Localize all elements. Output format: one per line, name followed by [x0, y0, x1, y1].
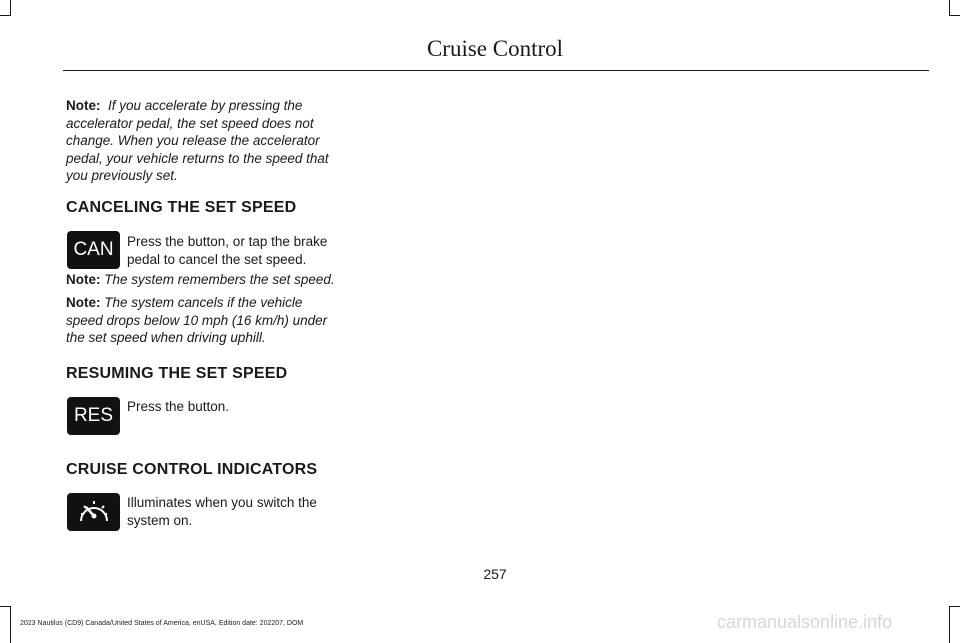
section-heading-canceling: CANCELING THE SET SPEED	[66, 199, 297, 216]
intro-note	[66, 97, 341, 185]
crop-mark-bottom-right-v	[949, 606, 950, 643]
note-text: The system remembers the set speed.	[104, 272, 335, 287]
canceling-note-1	[66, 271, 341, 289]
crop-mark-top-left-v	[10, 0, 11, 16]
res-button-icon	[67, 397, 120, 435]
note-label: Note:	[66, 272, 101, 287]
note-label: Note:	[66, 98, 101, 113]
speedometer-icon	[67, 493, 120, 531]
canceling-description: Press the button, or tap the brake pedal to cancel the set speed.	[127, 234, 328, 267]
section-heading-indicators: CRUISE CONTROL INDICATORS	[66, 461, 318, 478]
note-text: If you accelerate by pressing the accelerator pedal, the set speed does not change. When you release the accelerator pedal, your vehicle returns to the speed that you previously set.	[66, 98, 329, 183]
indicators-description: Illuminates when you switch the system on.	[127, 495, 317, 528]
page-number: 257	[483, 566, 507, 582]
note-label: Note:	[66, 295, 101, 310]
crop-mark-bottom-right-h	[949, 606, 960, 607]
header-divider	[63, 70, 929, 71]
footer-edition: 2023 Nautilus (CD9) Canada/United States of America, enUSA, Edition date: 202207, DOM	[20, 620, 304, 627]
crop-mark-top-right-v	[949, 0, 950, 16]
res-icon-label: RES	[73, 405, 114, 426]
section-heading-resuming: RESUMING THE SET SPEED	[66, 365, 288, 382]
crop-mark-top-right-h	[949, 15, 960, 16]
speedometer-icon-graphic	[75, 497, 113, 527]
resuming-description: Press the button.	[127, 399, 230, 414]
can-icon-label: CAN	[73, 239, 114, 260]
canceling-note-2	[66, 294, 341, 347]
page-title: Cruise Control	[426, 36, 564, 61]
can-button-icon	[67, 231, 120, 269]
crop-mark-bottom-left-v	[10, 606, 11, 643]
crop-mark-top-left-h	[0, 15, 11, 16]
watermark: carmanualsonline.info	[717, 612, 893, 632]
crop-mark-bottom-left-h	[0, 606, 11, 607]
note-text: The system cancels if the vehicle speed drops below 10 mph (16 km/h) under the set speed when driving uphill.	[66, 295, 328, 345]
